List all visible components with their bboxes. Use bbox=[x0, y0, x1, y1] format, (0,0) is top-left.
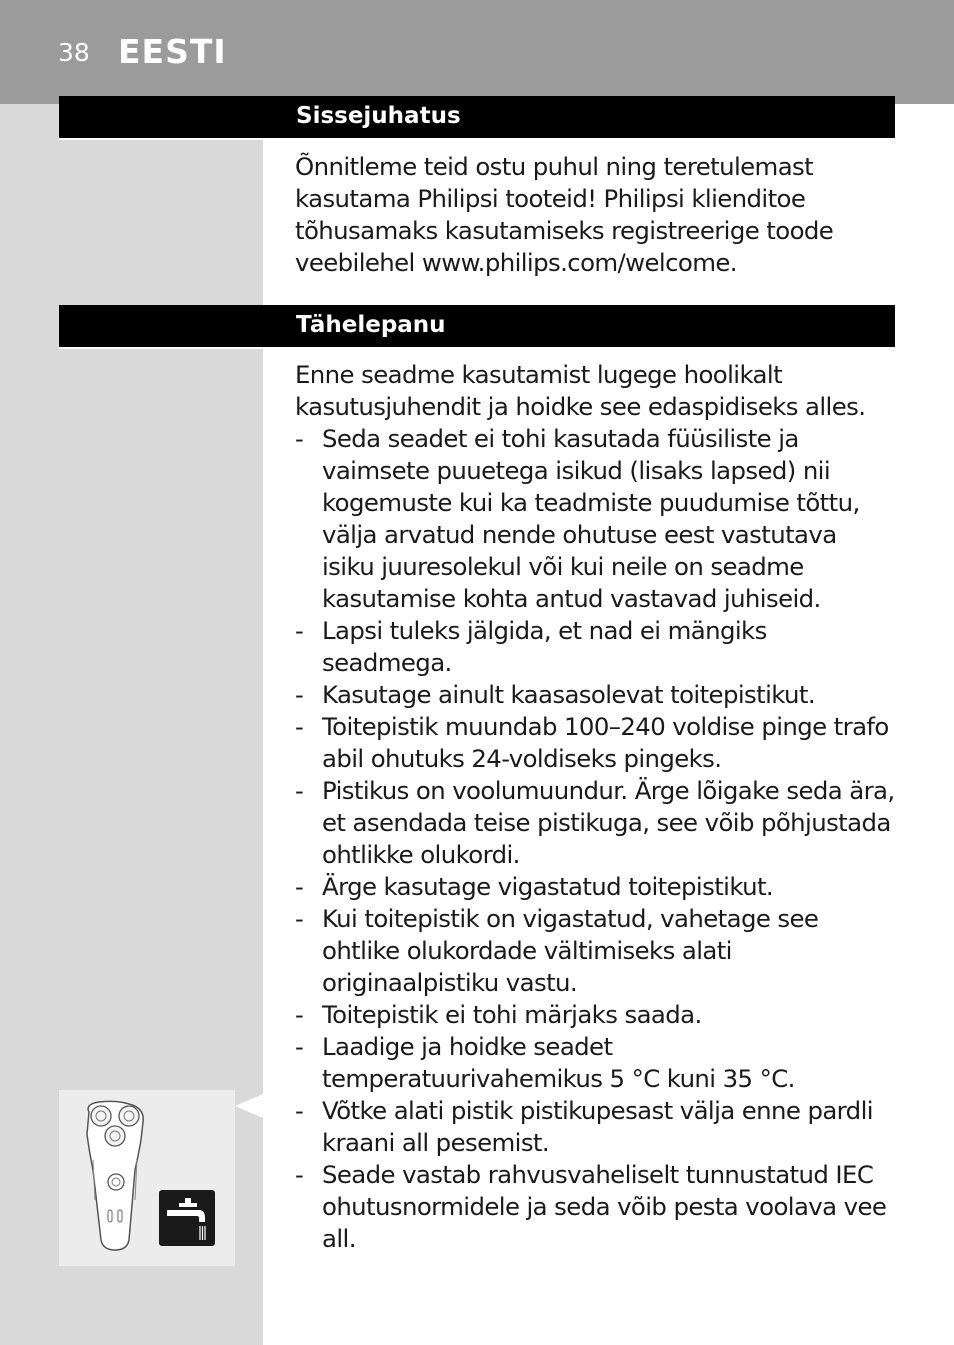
list-item: - Seade vastab rahvusvaheliselt tunnustatud IEC ohutusnormidele ja seda võib pesta voolava vee all. bbox=[295, 1159, 895, 1255]
list-item: - Võtke alati pistik pistikupesast välja enne pardli kraani all pesemist. bbox=[295, 1095, 895, 1159]
list-item: - Laadige ja hoidke seadet temperatuurivahemikus 5 °C kuni 35 °C. bbox=[295, 1031, 895, 1095]
callout-pointer bbox=[235, 1094, 263, 1118]
warning-intro: Enne seadme kasutamist lugege hoolikalt kasutusjuhendit ja hoidke see edaspidiseks alles. bbox=[295, 360, 866, 421]
list-item: - Lapsi tuleks jälgida, et nad ei mängiks seadmega. bbox=[295, 615, 895, 679]
section-title: Sissejuhatus bbox=[296, 103, 461, 129]
page-number: 38 bbox=[58, 38, 90, 67]
list-item: - Kui toitepistik on vigastatud, vahetage see ohtlike olukordade vältimiseks alati originaalpistiku vastu. bbox=[295, 903, 895, 999]
intro-paragraph: Õnnitleme teid ostu puhul ning teretulemast kasutama Philipsi tooteid! Philipsi klienditoe tõhusamaks kasutamiseks registreerige toode veebilehel www.philips.com/welcome. bbox=[295, 152, 834, 277]
divider bbox=[59, 138, 263, 140]
section-header-intro bbox=[59, 96, 895, 138]
language-title: EESTI bbox=[118, 32, 227, 71]
page-header bbox=[0, 0, 954, 104]
list-item: - Toitepistik ei tohi märjaks saada. bbox=[295, 999, 895, 1031]
intro-text bbox=[295, 151, 895, 279]
shaver-water-illustration bbox=[59, 1090, 235, 1266]
list-item: - Seda seadet ei tohi kasutada füüsiliste ja vaimsete puuetega isikud (lisaks lapsed) nii kogemuste kui ka teadmiste puudumise tõttu, välja arvatud nende ohutuse eest vastutava isiku juuresolekul või kui neile on seadme kasutamise kohta antud vastavad juhiseid. bbox=[295, 423, 895, 615]
list-item: - Toitepistik muundab 100–240 voldise pinge trafo abil ohutuks 24-voldiseks pingeks. bbox=[295, 711, 895, 775]
list-item: - Kasutage ainult kaasasolevat toitepistikut. bbox=[295, 679, 895, 711]
warning-text bbox=[295, 359, 895, 1255]
warning-list bbox=[295, 423, 895, 1255]
section-title: Tähelepanu bbox=[296, 312, 446, 338]
divider bbox=[59, 347, 263, 349]
list-item: - Pistikus on voolumuundur. Ärge lõigake seda ära, et asendada teise pistikuga, see võib põhjustada ohtlikke olukordi. bbox=[295, 775, 895, 871]
water-tap-icon bbox=[159, 1190, 215, 1246]
section-header-warning bbox=[59, 305, 895, 347]
list-item: - Ärge kasutage vigastatud toitepistikut. bbox=[295, 871, 895, 903]
